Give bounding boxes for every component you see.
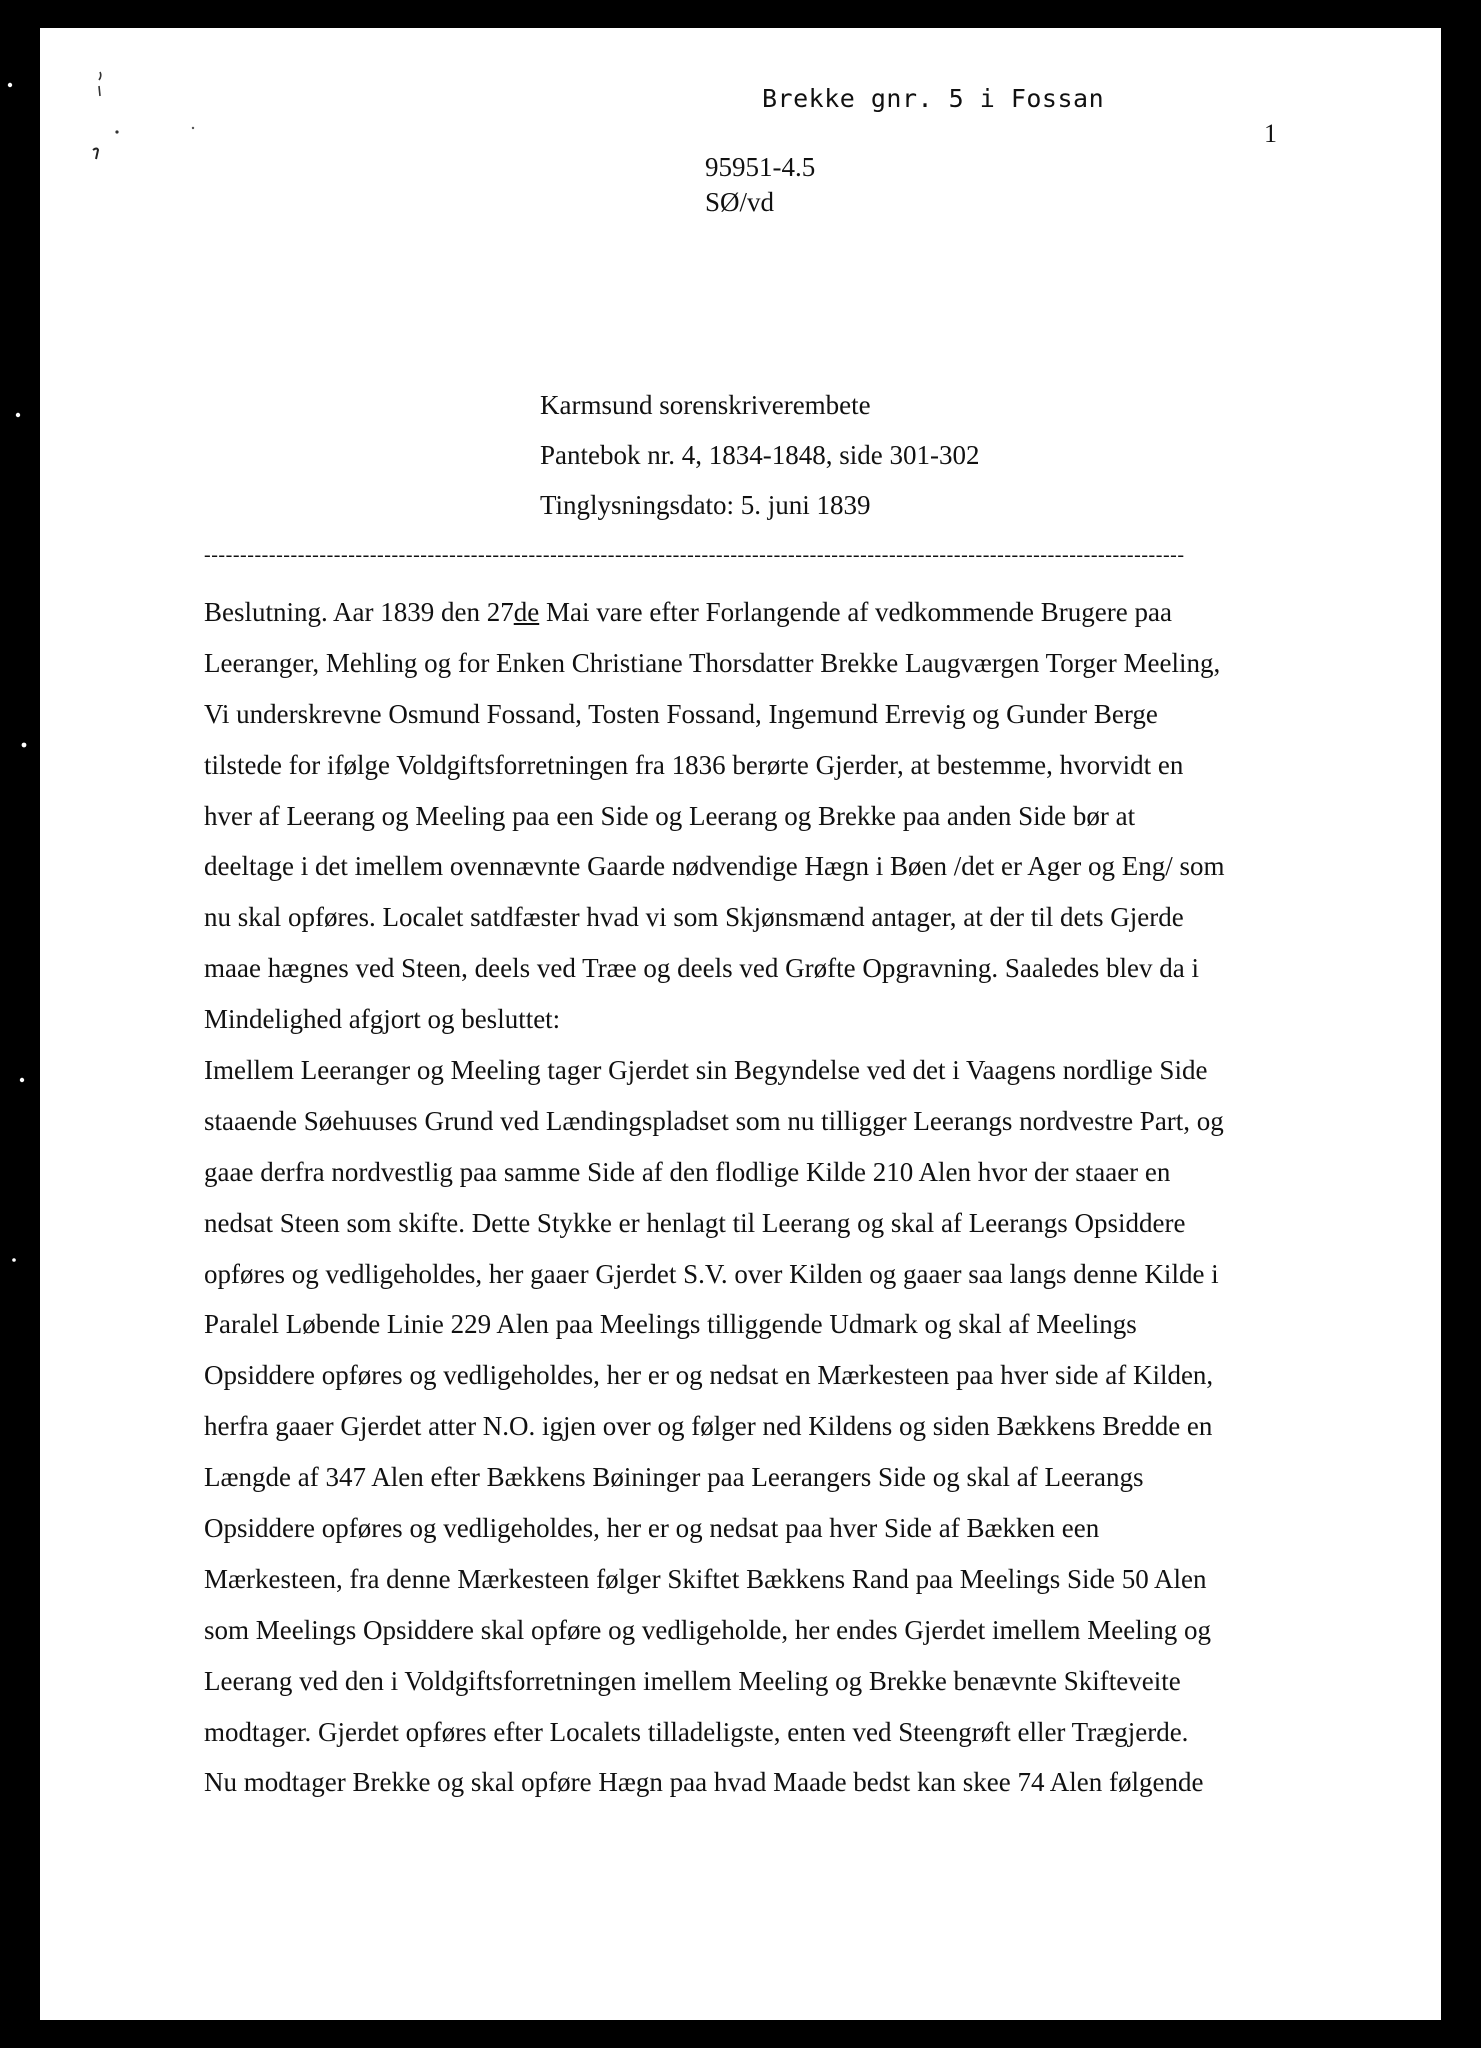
body-line: maae hægnes ved Steen, deels ved Træe og deels ved Grøfte Opgravning. Saaledes blev da i <box>204 953 1200 984</box>
body-line: nedsat Steen som skifte. Dette Stykke er henlagt til Leerang og skal af Leerangs Opsiddere <box>204 1207 1186 1238</box>
ordinal-suffix: de <box>513 597 540 627</box>
document-header-title: Brekke gnr. 5 i Fossan <box>762 84 1105 113</box>
body-line: opføres og vedligeholdes, her gaaer Gjerdet S.V. over Kilden og gaaer saa langs denne Kilde i <box>204 1258 1219 1289</box>
body-line: modtager. Gjerdet opføres efter Localets tilladeligste, enten ved Steengrøft eller Trægjerde. <box>204 1716 1189 1747</box>
body-line: nu skal opføres. Localet satdfæster hvad vi som Skjønsmænd antager, at der til dets Gjerde <box>204 902 1184 933</box>
source-date: Tinglysningsdato: 5. juni 1839 <box>540 490 871 520</box>
reference-initials: SØ/vd <box>705 187 775 217</box>
body-line: Leeranger, Mehling og for Enken Christiane Thorsdatter Brekke Laugværgen Torger Meeling, <box>204 647 1221 678</box>
body-line: deeltage i det imellem ovennævnte Gaarde nødvendige Hægn i Bøen /det er Ager og Eng/ som <box>204 851 1225 882</box>
body-line: Opsiddere opføres og vedligeholdes, her er og nedsat en Mærkesteen paa hver side af Kilden, <box>204 1360 1214 1391</box>
body-line: Leerang ved den i Voldgiftsforretningen imellem Meeling og Brekke benævnte Skifteveite <box>204 1665 1181 1696</box>
body-line-first <box>204 587 1284 638</box>
body-line: staaende Søehuuses Grund ved Lændingspladset som nu tilligger Leerangs nordvestre Part, og <box>204 1105 1224 1136</box>
source-office: Karmsund sorenskriverembete <box>540 390 871 420</box>
body-line-first-start: Beslutning. Aar 1839 den 27 <box>204 597 514 627</box>
transcription-body <box>204 587 1284 1808</box>
body-line: Paralel Løbende Linie 229 Alen paa Meelings tilliggende Udmark og skal af Meelings <box>204 1309 1137 1340</box>
reference-code: 95951-4.5 <box>705 152 816 182</box>
body-line: Imellem Leeranger og Meeling tager Gjerdet sin Begyndelse ved det i Vaagens nordlige Side <box>204 1055 1208 1086</box>
body-line: tilstede for ifølge Voldgiftsforretningen fra 1836 berørte Gjerder, at bestemme, hvorvidt en <box>204 749 1184 780</box>
body-line: Opsiddere opføres og vedligeholdes, her er og nedsat paa hver Side af Bækken een <box>204 1513 1100 1544</box>
source-book: Pantebok nr. 4, 1834-1848, side 301-302 <box>540 440 980 470</box>
body-line: som Meelings Opsiddere skal opføre og vedligeholde, her endes Gjerdet imellem Meeling og <box>204 1614 1211 1645</box>
body-line: Nu modtager Brekke og skal opføre Hægn paa hvad Maade bedst kan skee 74 Alen følgende <box>204 1767 1204 1798</box>
body-line: Mærkesteen, fra denne Mærkesteen følger Skiftet Bækkens Rand paa Meelings Side 50 Alen <box>204 1563 1207 1594</box>
page-number: 1 <box>1264 119 1277 148</box>
body-line: hver af Leerang og Meeling paa een Side og Leerang og Brekke paa anden Side bør at <box>204 800 1136 831</box>
body-line: herfra gaaer Gjerdet atter N.O. igjen over og følger ned Kildens og siden Bækkens Bredde en <box>204 1411 1213 1442</box>
body-line-first-end: Mai vare efter Forlangende af vedkommende Brugere paa <box>539 597 1172 627</box>
body-line: Vi underskrevne Osmund Fossand, Tosten Fossand, Ingemund Errevig og Gunder Berge <box>204 698 1158 729</box>
body-line: Længde af 347 Alen efter Bækkens Bøininger paa Leerangers Side og skal af Leerangs <box>204 1462 1144 1493</box>
dashed-separator: ---------------------------------------------------------------------------------------------------------------------------------------- <box>204 544 1185 566</box>
body-line: Mindelighed afgjort og besluttet: <box>204 1004 561 1035</box>
body-line: gaae derfra nordvestlig paa samme Side af den flodlige Kilde 210 Alen hvor der staaer en <box>204 1156 1171 1187</box>
